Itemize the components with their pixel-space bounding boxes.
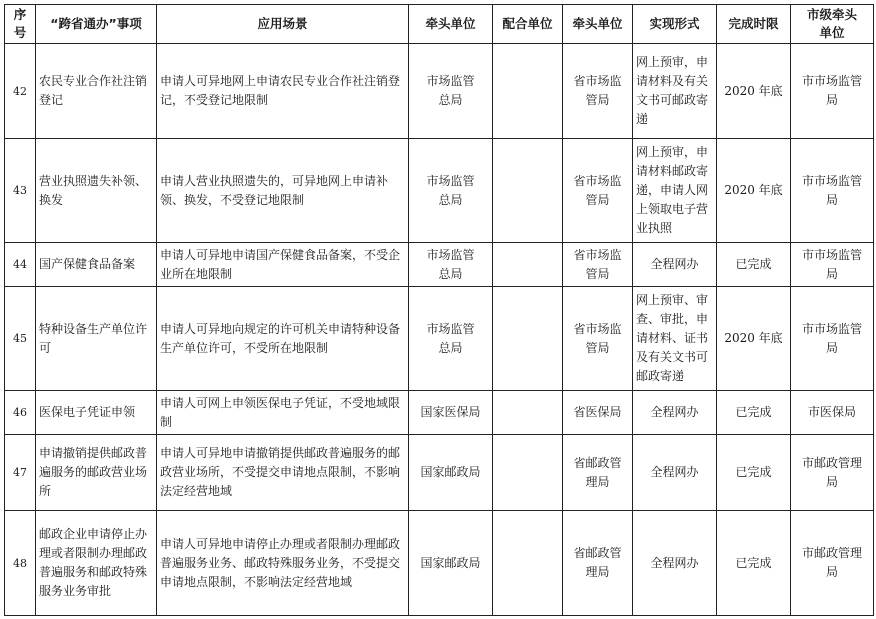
header-city-lead-unit: 市级牵头单位 <box>791 5 874 44</box>
header-item: “跨省通办”事项 <box>36 5 157 44</box>
coop-unit-cell <box>493 139 563 243</box>
lead-unit-cell: 国家邮政局 <box>409 511 493 616</box>
table-row <box>5 391 874 435</box>
city-lead-unit-cell: 市市场监管局 <box>791 139 874 243</box>
header-row <box>5 5 874 44</box>
table-row <box>5 243 874 287</box>
item-cell: 邮政企业申请停止办理或者限制办理邮政普遍服务和邮政特殊服务业务审批 <box>36 511 157 616</box>
deadline-cell: 2020 年底 <box>717 287 791 391</box>
scenario-cell: 申请人可异地申请停止办理或者限制办理邮政普遍服务业务、邮政特殊服务业务，不受提交申请地点限制，不影响法定经营地域 <box>157 511 409 616</box>
item-cell: 农民专业合作社注销登记 <box>36 44 157 139</box>
lead-unit-cell: 国家邮政局 <box>409 435 493 511</box>
prov-lead-unit-cell: 省市场监管局 <box>563 139 633 243</box>
header-lead-unit: 牵头单位 <box>409 5 493 44</box>
prov-lead-unit-cell: 省市场监管局 <box>563 287 633 391</box>
coop-unit-cell <box>493 243 563 287</box>
row-number: 47 <box>5 435 36 511</box>
row-number: 45 <box>5 287 36 391</box>
deadline-cell: 2020 年底 <box>717 139 791 243</box>
form-cell: 网上预审，申请材料及有关文书可邮政寄递 <box>633 44 717 139</box>
item-cell: 医保电子凭证申领 <box>36 391 157 435</box>
header-seq: 序号 <box>5 5 36 44</box>
header-deadline: 完成时限 <box>717 5 791 44</box>
city-lead-unit-cell: 市邮政管理局 <box>791 511 874 616</box>
coop-unit-cell <box>493 44 563 139</box>
header-scenario: 应用场景 <box>157 5 409 44</box>
table-row <box>5 435 874 511</box>
form-cell: 全程网办 <box>633 391 717 435</box>
item-cell: 营业执照遗失补领、换发 <box>36 139 157 243</box>
table-row <box>5 139 874 243</box>
prov-lead-unit-cell: 省市场监管局 <box>563 243 633 287</box>
deadline-cell: 已完成 <box>717 511 791 616</box>
scenario-cell: 申请人可异地向规定的许可机关申请特种设备生产单位许可，不受所在地限制 <box>157 287 409 391</box>
lead-unit-cell: 市场监管总局 <box>409 139 493 243</box>
lead-unit-cell: 国家医保局 <box>409 391 493 435</box>
matters-table <box>4 4 874 616</box>
lead-unit-cell: 市场监管总局 <box>409 243 493 287</box>
item-cell: 国产保健食品备案 <box>36 243 157 287</box>
header-coop-unit: 配合单位 <box>493 5 563 44</box>
deadline-cell: 已完成 <box>717 243 791 287</box>
form-cell: 网上预审、审查、审批，申请材料、证书及有关文书可邮政寄递 <box>633 287 717 391</box>
scenario-cell: 申请人可网上申领医保电子凭证，不受地域限制 <box>157 391 409 435</box>
scenario-cell: 申请人营业执照遗失的，可异地网上申请补领、换发，不受登记地限制 <box>157 139 409 243</box>
form-cell: 网上预审，申请材料邮政寄递，申请人网上领取电子营业执照 <box>633 139 717 243</box>
prov-lead-unit-cell: 省邮政管理局 <box>563 511 633 616</box>
city-lead-unit-cell: 市邮政管理局 <box>791 435 874 511</box>
prov-lead-unit-cell: 省医保局 <box>563 391 633 435</box>
scenario-cell: 申请人可异地网上申请农民专业合作社注销登记，不受登记地限制 <box>157 44 409 139</box>
row-number: 44 <box>5 243 36 287</box>
header-prov-lead-unit: 牵头单位 <box>563 5 633 44</box>
deadline-cell: 已完成 <box>717 435 791 511</box>
form-cell: 全程网办 <box>633 243 717 287</box>
city-lead-unit-cell: 市市场监管局 <box>791 243 874 287</box>
city-lead-unit-cell: 市医保局 <box>791 391 874 435</box>
row-number: 48 <box>5 511 36 616</box>
table-row <box>5 287 874 391</box>
city-lead-unit-cell: 市市场监管局 <box>791 44 874 139</box>
scenario-cell: 申请人可异地申请国产保健食品备案，不受企业所在地限制 <box>157 243 409 287</box>
row-number: 42 <box>5 44 36 139</box>
prov-lead-unit-cell: 省市场监管局 <box>563 44 633 139</box>
lead-unit-cell: 市场监管总局 <box>409 287 493 391</box>
row-number: 46 <box>5 391 36 435</box>
header-form: 实现形式 <box>633 5 717 44</box>
item-cell: 特种设备生产单位许可 <box>36 287 157 391</box>
row-number: 43 <box>5 139 36 243</box>
form-cell: 全程网办 <box>633 435 717 511</box>
deadline-cell: 2020 年底 <box>717 44 791 139</box>
coop-unit-cell <box>493 287 563 391</box>
form-cell: 全程网办 <box>633 511 717 616</box>
table-row <box>5 511 874 616</box>
coop-unit-cell <box>493 511 563 616</box>
scenario-cell: 申请人可异地申请撤销提供邮政普遍服务的邮政营业场所，不受提交申请地点限制，不影响法定经营地域 <box>157 435 409 511</box>
lead-unit-cell: 市场监管总局 <box>409 44 493 139</box>
prov-lead-unit-cell: 省邮政管理局 <box>563 435 633 511</box>
table-row <box>5 44 874 139</box>
city-lead-unit-cell: 市市场监管局 <box>791 287 874 391</box>
item-cell: 申请撤销提供邮政普遍服务的邮政营业场所 <box>36 435 157 511</box>
coop-unit-cell <box>493 391 563 435</box>
coop-unit-cell <box>493 435 563 511</box>
deadline-cell: 已完成 <box>717 391 791 435</box>
